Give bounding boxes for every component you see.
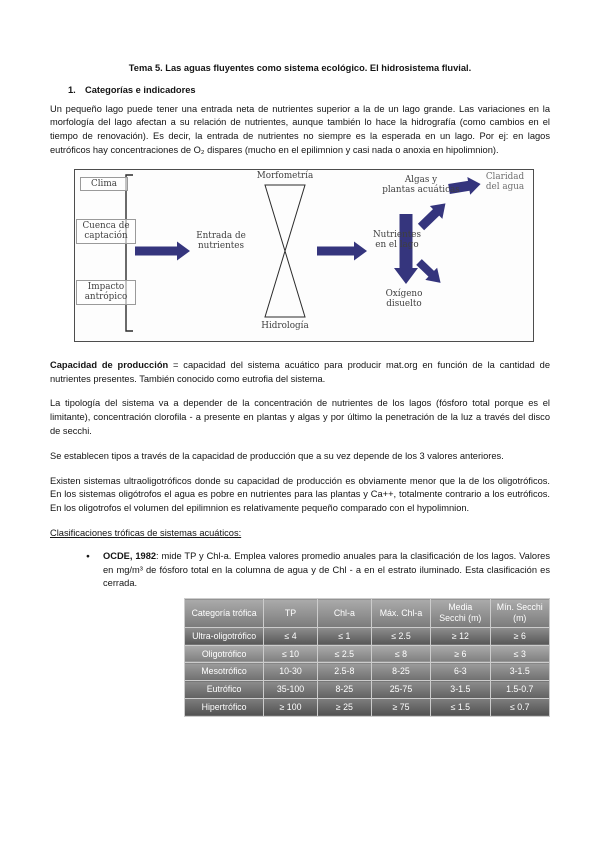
- bullet-ocde-rest: : mide TP y Chl-a. Emplea valores promedio anuales para la clasificación de los lagos. Valores en mg/m³ de fósforo total en la columna de agua y de Chl - a en el estrato iluminado. Esta clasificación es cerrada.: [103, 550, 550, 589]
- table-header-cell: Categoría trófica: [185, 599, 264, 628]
- paragraph-tipologia: La tipología del sistema va a depender de la concentración de nutrientes de los lagos (fósforo total porque es el limitante), concentración clorofila - a presente en plantas y algas y por último la penetración de la luz a través del disco de secchi.: [50, 398, 550, 436]
- table-row: [185, 663, 550, 681]
- table-cell: ≤ 4: [264, 627, 318, 645]
- table-header-cell: Máx. Chl-a: [371, 599, 430, 628]
- arrow-nutrientes-to-oxigeno-icon: [413, 256, 446, 289]
- bullet-ocde: [50, 550, 550, 591]
- table-header-row: [185, 599, 550, 628]
- diagram-label-algas: Algas y plantas acuáticas: [382, 174, 460, 196]
- table-header-cell: Media Secchi (m): [431, 599, 490, 628]
- table-header-cell: Mín. Secchi (m): [490, 599, 549, 628]
- paragraph-capacidad-lead: Capacidad de producción: [50, 359, 169, 370]
- table-header-cell: TP: [264, 599, 318, 628]
- table-cell: 35-100: [264, 681, 318, 699]
- table-cell: ≤ 8: [371, 645, 430, 663]
- table-cell: ≥ 100: [264, 698, 318, 716]
- diagram-label-entrada: Entrada de nutrientes: [196, 230, 246, 252]
- bullet-ocde-lead: OCDE, 1982: [103, 550, 157, 561]
- table-cell: 8-25: [317, 681, 371, 699]
- table-cell: Ultra-oligotrófico: [185, 627, 264, 645]
- diagram-label-morfometria: Morfometría: [256, 170, 314, 181]
- table-cell: ≥ 12: [431, 627, 490, 645]
- table-cell: ≥ 6: [490, 627, 549, 645]
- table-cell: Eutrófico: [185, 681, 264, 699]
- diagram-label-claridad: Claridad del agua: [485, 171, 525, 193]
- diagram-label-clima: Clima: [80, 177, 128, 192]
- table-cell: Oligotrófico: [185, 645, 264, 663]
- table-cell: 2.5-8: [317, 663, 371, 681]
- table-cell: ≥ 25: [317, 698, 371, 716]
- table-cell: ≤ 3: [490, 645, 549, 663]
- table-cell: ≤ 1.5: [431, 698, 490, 716]
- table-row: [185, 698, 550, 716]
- arrow-inputs-to-entrada-icon: [135, 241, 190, 260]
- table-cell: 1.5-0.7: [490, 681, 549, 699]
- table-cell: ≤ 0.7: [490, 698, 549, 716]
- table-cell: ≤ 2.5: [371, 627, 430, 645]
- table-cell: 10-30: [264, 663, 318, 681]
- paragraph-sistemas: Existen sistemas ultraoligotróficos donde su capacidad de producción es obviamente menor que la de los oligotróficos. En los sistemas oligótrofos el agua es pobre en nutrientes para las plantas y Ca++, totalmente contrario a los eutróficos. En los oligotrofos el volumen del epilimnion es relativamente pequeño comparado con el hypolimnion.: [50, 475, 550, 514]
- table-cell: 8-25: [371, 663, 430, 681]
- diagram-label-oxigeno: Oxígeno disuelto: [385, 288, 423, 310]
- table-cell: Mesotrófico: [185, 663, 264, 681]
- section-label: Categorías e indicadores: [85, 84, 196, 95]
- paragraph-capacidad: [50, 359, 550, 387]
- bullet-marker-icon: ●: [86, 552, 90, 560]
- diagram-label-cuenca: Cuenca de captación: [76, 219, 136, 244]
- arrow-nutrientes-to-algas-icon: [415, 197, 452, 234]
- paragraph-tipos: Se establecen tipos a través de la capacidad de producción que a su vez depende de los 3 valores anteriores.: [50, 450, 504, 461]
- paragraph-intro: Un pequeño lago puede tener una entrada neta de nutrientes superior a la de un lago grande. Las variaciones en la morfología del lago afectan a su relación de nutrientes, aunque también lo hace la hidrografía (como cambios en el tiempo de renovación). Es decir, la entrada de nutrientes no siempre es la esperada en un lago. Por ej: en lagos eutróficos hay concentraciones de O₂ dispares (mucho en el epilimnion y casi nada o anoxia en hipolimnion).: [50, 103, 550, 155]
- heading-clasificaciones: Clasificaciones tróficas de sistemas acuáticos:: [50, 527, 242, 538]
- table-row: [185, 627, 550, 645]
- arrow-entrada-to-nutrientes-icon: [317, 241, 367, 260]
- diagram-label-impacto: Impacto antrópico: [76, 280, 136, 305]
- bullet-ocde-text: [103, 550, 550, 591]
- table-cell: 6-3: [431, 663, 490, 681]
- table-cell: ≤ 2.5: [317, 645, 371, 663]
- table-cell: ≥ 75: [371, 698, 430, 716]
- hourglass-shape: [265, 185, 305, 317]
- bracket-shape: [126, 175, 133, 331]
- section-number: 1.: [68, 84, 76, 95]
- paragraph-capacidad-rest: = capacidad del sistema acuático para producir mat.org en función de la cantidad de nutrientes presentes. También conocido como eutrofia del sistema.: [50, 359, 550, 384]
- table-cell: ≤ 1: [317, 627, 371, 645]
- table-cell: ≤ 10: [264, 645, 318, 663]
- diagram-label-hidrologia: Hidrología: [261, 320, 309, 331]
- table-row: [185, 645, 550, 663]
- trophic-classification-table: [184, 598, 550, 717]
- table-cell: 3-1.5: [431, 681, 490, 699]
- nutrient-flow-diagram: [74, 169, 534, 342]
- table-cell: ≥ 6: [431, 645, 490, 663]
- page-title: Tema 5. Las aguas fluyentes como sistema ecológico. El hidrosistema fluvial.: [128, 63, 472, 73]
- table-row: [185, 681, 550, 699]
- table-cell: Hipertrófico: [185, 698, 264, 716]
- diagram-label-nutrientes: Nutrientes en el lago: [372, 229, 422, 251]
- table-cell: 3-1.5: [490, 663, 549, 681]
- section-heading-1: [50, 84, 550, 98]
- table-cell: 25-75: [371, 681, 430, 699]
- table-header-cell: Chl-a: [317, 599, 371, 628]
